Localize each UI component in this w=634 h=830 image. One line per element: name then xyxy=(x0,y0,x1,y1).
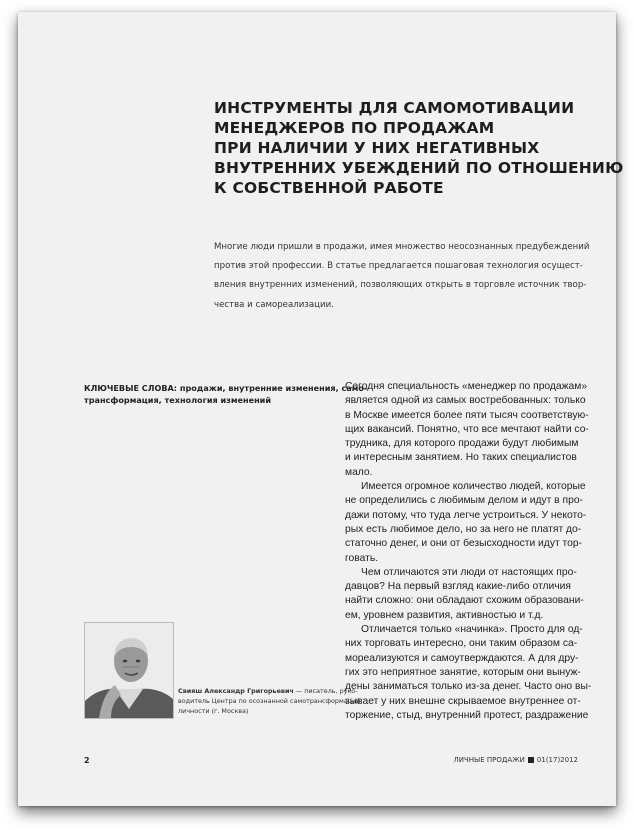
page-number: 2 xyxy=(84,756,90,765)
magazine-name: ЛИЧНЫЕ ПРОДАЖИ xyxy=(453,756,525,764)
title-line: ВНУТРЕННИХ УБЕЖДЕНИЙ ПО ОТНОШЕНИЮ xyxy=(214,159,624,177)
magazine-page xyxy=(18,12,624,806)
body-line: давцов? На первый взгляд какие-либо отличия xyxy=(345,581,571,593)
body-line: является одной из самых востребованных: только xyxy=(345,395,586,407)
author-portrait-image xyxy=(85,623,173,718)
body-line: не определились с любимым делом и идут в про- xyxy=(345,495,583,507)
body-line: дены заниматься только из-за денег. Часто оно вы- xyxy=(345,681,592,693)
body-line: дажи потому, что туда легче устроиться. У некото- xyxy=(345,509,587,521)
title-line: К СОБСТВЕННОЙ РАБОТЕ xyxy=(214,179,444,197)
title-line: ПРИ НАЛИЧИИ У НИХ НЕГАТИВНЫХ xyxy=(214,139,540,157)
keywords-line-1 xyxy=(84,382,368,394)
author-name: Свияш Александр Григорьевич xyxy=(178,687,294,695)
author-line-1 xyxy=(178,686,358,696)
article-body xyxy=(345,380,600,723)
footer-publication xyxy=(453,756,578,764)
body-line: ем, уровнем развития, активностью и т.д. xyxy=(345,609,544,621)
title-line: ИНСТРУМЕНТЫ ДЛЯ САМОМОТИВАЦИИ xyxy=(214,99,575,117)
body-line: торжение, стыд, внутренний протест, раздражение xyxy=(345,709,589,721)
body-line: статочно денег, и они от безысходности идут тор- xyxy=(345,538,583,550)
author-role: — писатель, руко- xyxy=(293,687,358,695)
body-line: в Москве имеется более пяти тысяч соответствую- xyxy=(345,409,589,421)
separator-square-icon xyxy=(528,757,534,763)
lead-line: чества и самореализации. xyxy=(214,299,334,310)
author-line-2: водитель Центра по осознанной самотрансформации xyxy=(178,697,361,705)
article-title xyxy=(214,98,624,198)
keywords-line-2: трансформация, технология изменений xyxy=(84,395,272,405)
lead-line: вления внутренних изменений, позволяющих открыть в торговле источник твор- xyxy=(214,280,587,291)
body-line: говать. xyxy=(345,552,379,564)
keywords-label: КЛЮЧЕВЫЕ СЛОВА: xyxy=(84,383,178,393)
article-lead xyxy=(214,238,594,315)
body-line: щих вакансий. Понятно, что все мечтают найти со- xyxy=(345,423,589,435)
body-line: и интересным занятием. Но таких специалистов xyxy=(345,452,577,464)
lead-line: против этой профессии. В статье предлагается пошаговая технология осущест- xyxy=(214,261,583,272)
keywords-text: продажи, внутренние изменения, само- xyxy=(179,383,368,393)
keywords-block xyxy=(84,382,368,406)
issue-number: 01(17)2012 xyxy=(536,756,578,764)
body-line: мало. xyxy=(345,466,373,478)
body-line: мореализуются и самоутверждаются. А для дру- xyxy=(345,652,579,664)
body-line: Чем отличаются эти люди от настоящих про- xyxy=(361,566,577,578)
body-line: них торговать интересно, они таким образом са- xyxy=(345,638,578,650)
body-line: найти сложно: они обладают схожим образовани- xyxy=(345,595,584,607)
body-line: Имеется огромное количество людей, которые xyxy=(361,481,586,493)
body-line: зывает у них внешне скрываемое внутреннее от- xyxy=(345,695,581,707)
title-line: МЕНЕДЖЕРОВ ПО ПРОДАЖАМ xyxy=(214,119,495,137)
lead-line: Многие люди пришли в продажи, имея множество неосознанных предубеждений xyxy=(214,242,590,252)
body-line: Отличается только «начинка». Просто для од- xyxy=(361,624,583,636)
author-photo xyxy=(84,622,174,719)
body-line: рых есть любимое дело, но за него не платят до- xyxy=(345,523,582,535)
body-line: трудника, для которого продажи будут любимым xyxy=(345,438,579,450)
author-bio xyxy=(178,686,361,716)
author-line-3: личности (г. Москва) xyxy=(178,707,249,715)
body-line: Сегодня специальность «менеджер по продажам» xyxy=(345,381,588,392)
body-line: гих это неприятное занятие, которым они вынуж- xyxy=(345,666,581,678)
